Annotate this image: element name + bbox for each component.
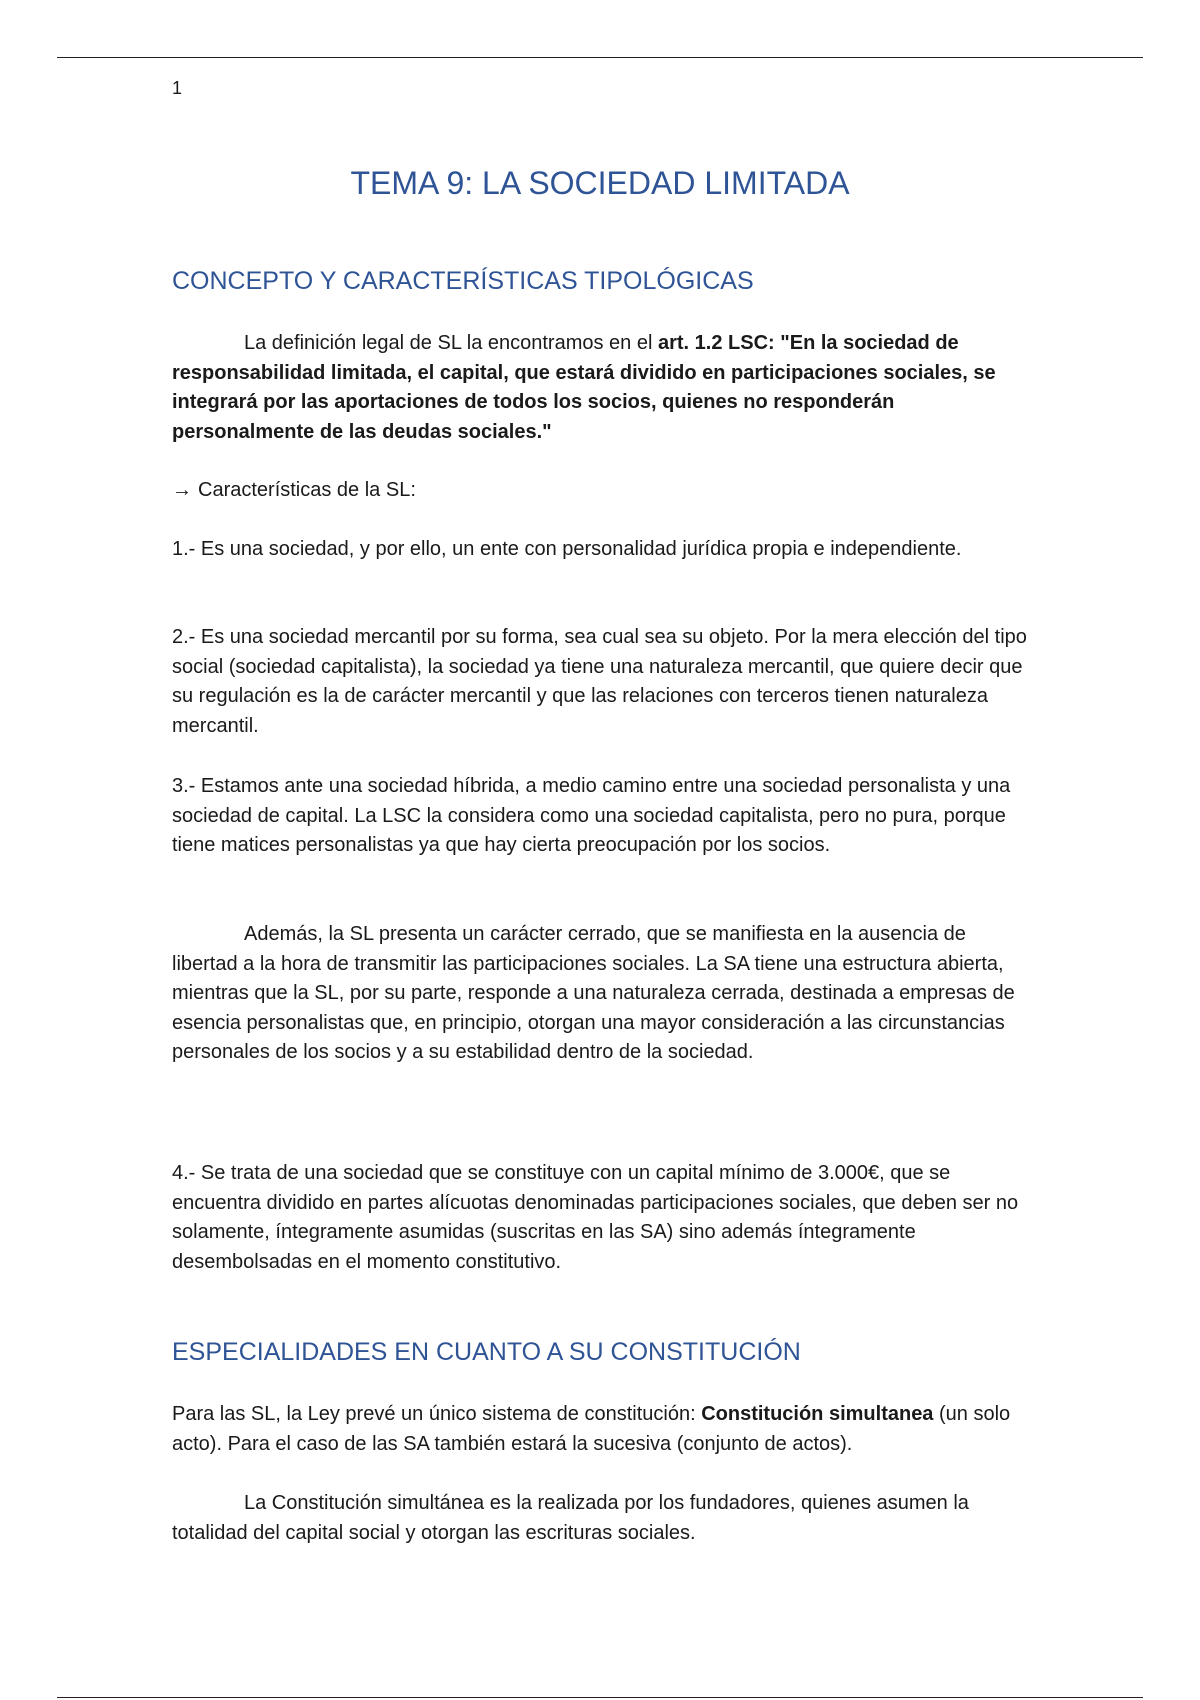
constitution-system-rest: (un solo acto). Para el caso de las SA también estará la sucesiva (conjunto de actos). xyxy=(172,1403,1011,1455)
definition-intro: La definición legal de SL la encontramos en el xyxy=(244,332,658,354)
features-label: Características de la SL: xyxy=(198,479,416,501)
feature-point-1: 1.- Es una sociedad, y por ello, un ente con personalidad jurídica propia e independiente. xyxy=(172,538,962,560)
page-number: 1 xyxy=(172,78,183,98)
document-title: TEMA 9: LA SOCIEDAD LIMITADA xyxy=(350,165,850,201)
feature-point-2: 2.- Es una sociedad mercantil por su forma, sea cual sea su objeto. Por la mera elección del tipo social (sociedad capitalista), la sociedad ya tiene una naturaleza mercantil, que quiere decir que su regulación es la de carácter mercantil y que las relaciones con terceros tienen naturaleza mercantil. xyxy=(172,626,1027,737)
section-heading-constitucion: ESPECIALIDADES EN CUANTO A SU CONSTITUCIÓN xyxy=(172,1338,801,1366)
constitution-system-highlight: Constitución simultanea xyxy=(701,1403,934,1425)
features-intro xyxy=(172,476,1032,506)
simultaneous-constitution-paragraph: La Constitución simultánea es la realizada por los fundadores, quienes asumen la totalidad del capital social y otorgan las escrituras sociales. xyxy=(172,1492,969,1544)
feature-point-3: 3.- Estamos ante una sociedad híbrida, a medio camino entre una sociedad personalista y una sociedad de capital. La LSC la considera como una sociedad capitalista, pero no pura, porque tiene matices personalistas ya que hay cierta preocupación por los socios. xyxy=(172,775,1011,856)
constitution-system-paragraph xyxy=(172,1400,1032,1459)
section-heading-concepto: CONCEPTO Y CARACTERÍSTICAS TIPOLÓGICAS xyxy=(172,267,754,295)
arrow-right-icon: → xyxy=(172,479,192,501)
constitution-system-intro: Para las SL, la Ley prevé un único sistema de constitución: xyxy=(172,1403,702,1425)
footer-rule xyxy=(57,1697,1143,1698)
closed-character-paragraph: Además, la SL presenta un carácter cerrado, que se manifiesta en la ausencia de libertad a la hora de transmitir las participaciones sociales. La SA tiene una estructura abierta, mientras que la SL, por su parte, responde a una naturaleza cerrada, destinada a empresas de esencia personalistas que, en principio, otorgan una mayor consideración a las circunstancias personales de los socios y a su estabilidad dentro de la sociedad. xyxy=(172,923,1015,1063)
feature-point-4: 4.- Se trata de una sociedad que se constituye con un capital mínimo de 3.000€, que se encuentra dividido en partes alícuotas denominadas participaciones sociales, que deben ser no solamente, íntegramente asumidas (suscritas en las SA) sino además íntegramente desembolsadas en el momento constitutivo. xyxy=(172,1162,1019,1273)
definition-paragraph xyxy=(172,329,1032,447)
definition-citation: art. 1.2 LSC: "En la sociedad de responsabilidad limitada, el capital, que estará dividido en participaciones sociales, se integrará por las aportaciones de todos los socios, quienes no responderán personalmente de las deudas sociales." xyxy=(172,332,996,443)
header-rule xyxy=(57,57,1143,58)
